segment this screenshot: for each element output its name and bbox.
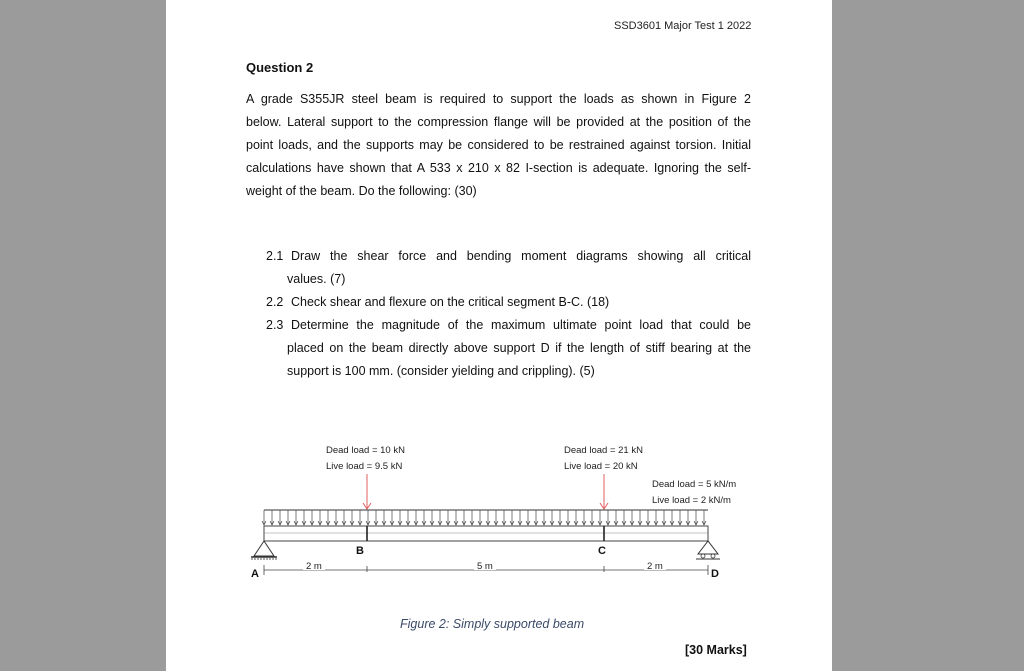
load-b-live-label: Live load = 9.5 kN bbox=[326, 461, 403, 472]
intro-line: weight of the beam. Do the following: (30) bbox=[246, 184, 477, 198]
point-b-label: B bbox=[356, 545, 364, 557]
intro-line: below. Lateral support to the compression flange will be provided at the position of the bbox=[246, 115, 751, 129]
task-number: 2.1 bbox=[266, 249, 284, 263]
task-text: support is 100 mm. (consider yielding and crippling). (5) bbox=[287, 364, 595, 378]
total-marks: [30 Marks] bbox=[685, 643, 747, 657]
point-c-label: C bbox=[598, 545, 606, 557]
figure-caption: Figure 2: Simply supported beam bbox=[400, 617, 585, 631]
pin-support-a bbox=[251, 541, 277, 559]
point-load-arrow-b bbox=[363, 474, 371, 509]
task-text: Draw the shear force and bending moment diagrams showing all critical bbox=[291, 249, 751, 263]
intro-line: A grade S355JR steel beam is required to support the loads as shown in Figure 2 bbox=[246, 92, 751, 106]
roller-support-d bbox=[696, 541, 720, 559]
question-title: Question 2 bbox=[246, 60, 314, 75]
udl-dead-label: Dead load = 5 kN/m bbox=[652, 479, 737, 490]
point-load-arrow-c bbox=[600, 474, 608, 509]
point-a-label: A bbox=[251, 568, 259, 580]
intro-line: point loads, and the supports may be considered to be restrained against torsion. Initial bbox=[246, 138, 751, 152]
load-c-live-label: Live load = 20 kN bbox=[564, 461, 638, 472]
beam-figure bbox=[248, 436, 748, 586]
load-b-dead-label: Dead load = 10 kN bbox=[326, 445, 405, 456]
task-number: 2.3 bbox=[266, 318, 284, 332]
beam bbox=[264, 526, 708, 541]
task-number: 2.2 bbox=[266, 295, 284, 309]
task-text: placed on the beam directly above support D if the length of stiff bearing at the bbox=[287, 341, 751, 355]
task-text: values. (7) bbox=[287, 272, 346, 286]
udl-live-label: Live load = 2 kN/m bbox=[652, 495, 731, 506]
dim-cd-label: 2 m bbox=[647, 561, 663, 572]
document-page bbox=[166, 0, 832, 671]
page-header: SSD3601 Major Test 1 2022 bbox=[614, 20, 752, 32]
task-text: Determine the magnitude of the maximum ultimate point load that could be bbox=[291, 318, 751, 332]
load-c-dead-label: Dead load = 21 kN bbox=[564, 445, 643, 456]
intro-line: calculations have shown that A 533 x 210 x 82 I-section is adequate. Ignoring the self- bbox=[246, 161, 751, 175]
dim-ab-label: 2 m bbox=[306, 561, 322, 572]
task-text: Check shear and flexure on the critical segment B-C. (18) bbox=[291, 295, 610, 309]
point-d-label: D bbox=[711, 568, 719, 580]
dim-bc-label: 5 m bbox=[477, 561, 493, 572]
distributed-load bbox=[262, 510, 708, 525]
